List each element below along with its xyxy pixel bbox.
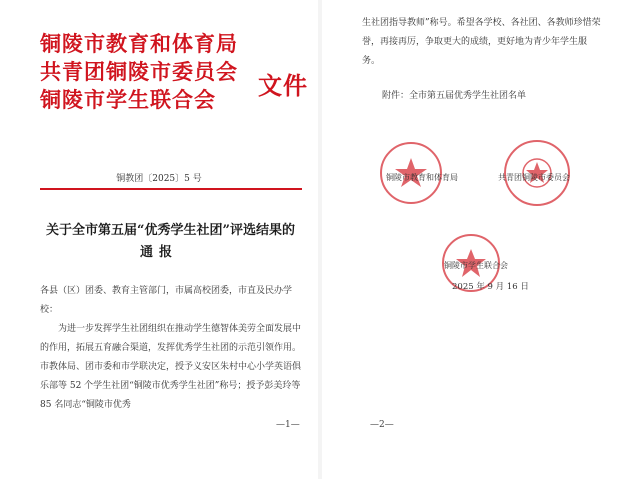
issuer-header: [40, 30, 238, 114]
body-paragraph-continued: 生社团指导教师”称号。希望各学校、各社团、各教师珍惜荣誉，再接再厉，争取更大的成绩，更好地为青少年学生服务。: [362, 18, 601, 66]
body-paragraph: 为进一步发挥学生社团组织在推动学生德智体美劳全面发展中的作用，拓展五育融合渠道，发挥优秀学生社团的示范引领作用。市教体局、团市委和市学联决定，授予义安区朱村中心小学英语俱乐部等 52 个学生社团“铜陵市优秀学生社团”称号；授予彭美玲等 85 名同志“铜陵市优秀: [40, 324, 302, 410]
document-type-label: 文件: [258, 71, 308, 100]
document-body-continued: [362, 14, 602, 71]
document-title-line-2: 通报: [139, 245, 178, 260]
issuer-line-3: 铜陵市学生联合会: [40, 87, 216, 112]
signatory-2: 共青团铜陵市委员会: [498, 173, 570, 182]
issuer-line-2: 共青团铜陵市委员会: [40, 59, 238, 84]
document-page-2: [322, 0, 626, 479]
salutation: 各县（区）团委、教育主管部门，市属高校团委，市直及民办学校：: [40, 286, 293, 315]
page-number: —2—: [370, 420, 394, 430]
document-title: 关于全市第五届“优秀学生社团”评选结果的: [46, 223, 295, 238]
page-number: —1—: [276, 420, 300, 430]
signatory-3: 铜陵市学生联合会: [444, 261, 508, 270]
issuer-line-1: 铜陵市教育和体育局: [40, 31, 238, 56]
red-divider-line: [40, 188, 302, 190]
signatory-1: 铜陵市教育和体育局: [386, 173, 458, 182]
document-body: [40, 282, 302, 415]
attachment-note: 附件：全市第五届优秀学生社团名单: [382, 91, 527, 101]
issue-date: 2025 年 9 月 16 日: [452, 282, 529, 292]
document-number: 铜教团〔2025〕5 号: [116, 174, 202, 184]
